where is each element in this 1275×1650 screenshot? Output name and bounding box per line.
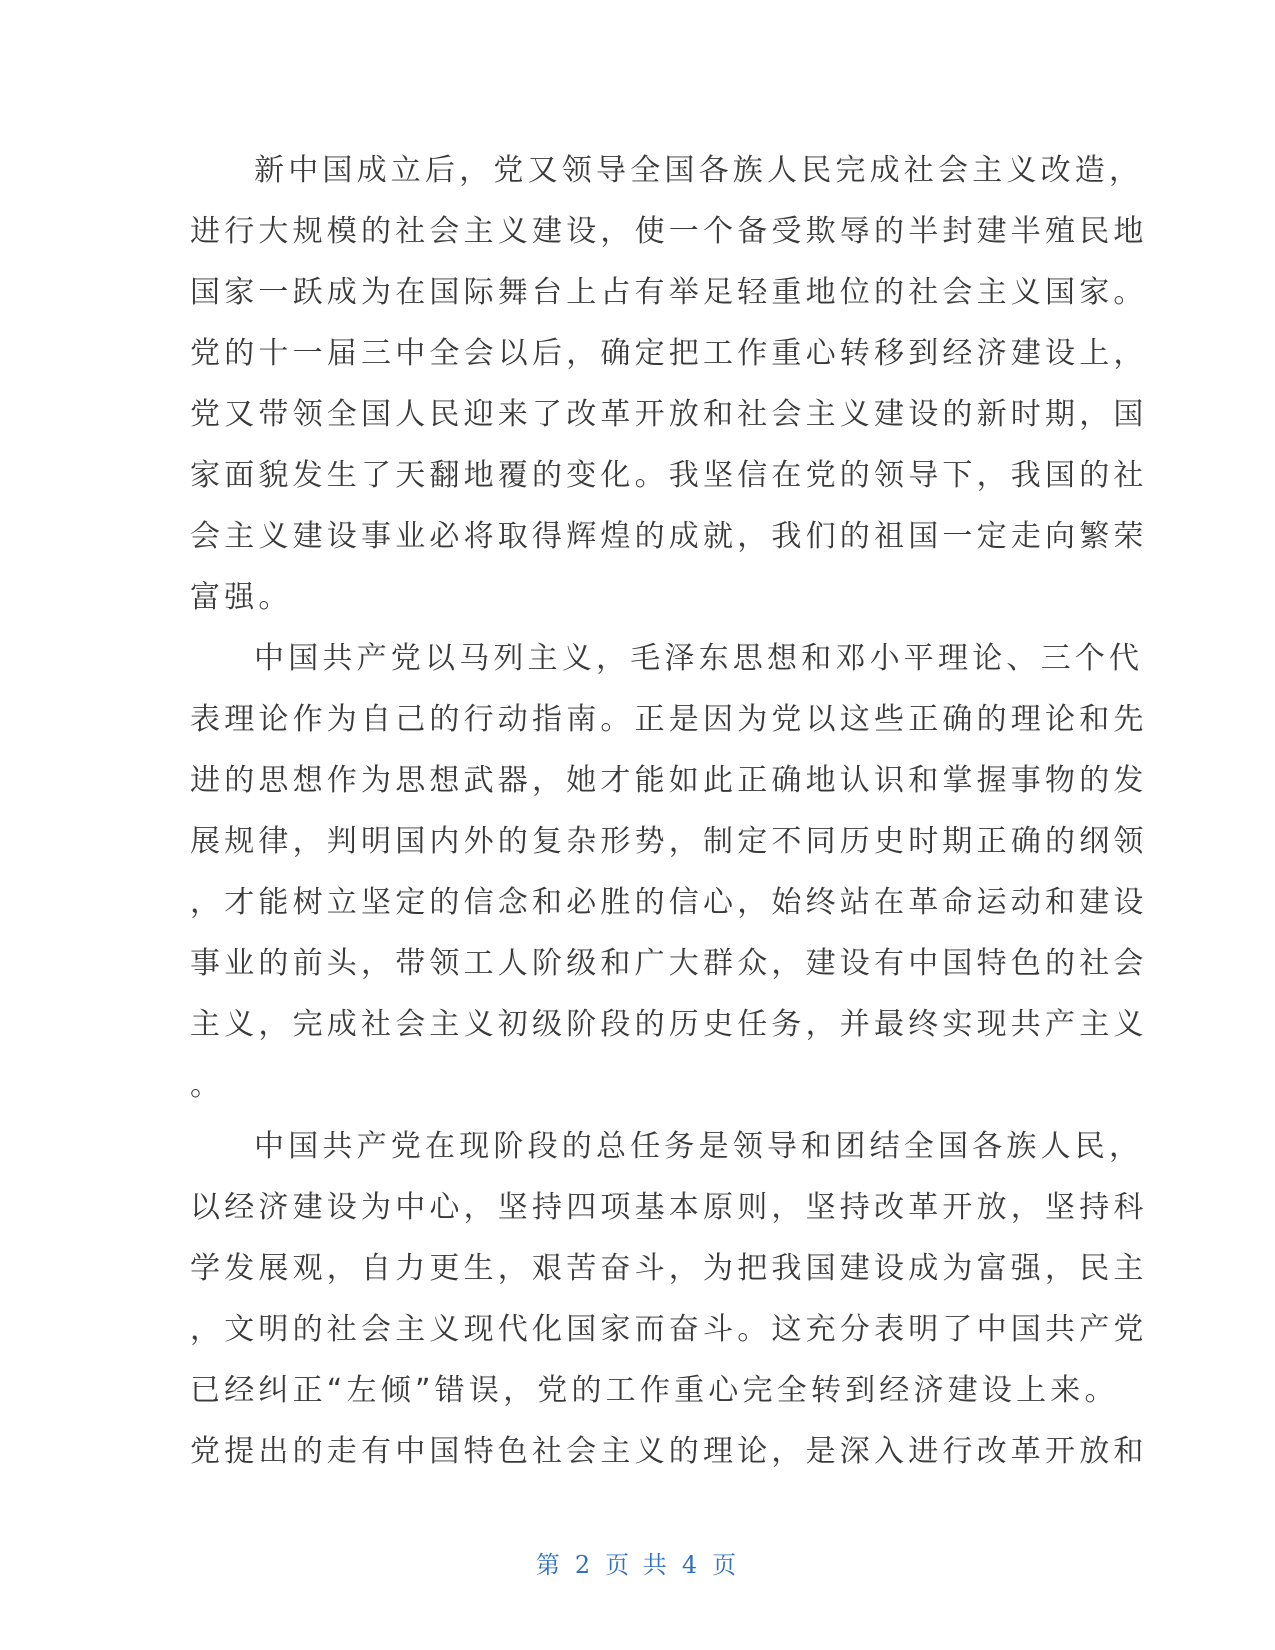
paragraph-1-line: 富强。 (190, 580, 293, 615)
body-text (190, 140, 1148, 1482)
paragraph-2-line: ，才能树立坚定的信念和必胜的信心，始终站在革命运动和建设 (190, 885, 1148, 920)
paragraph-1-line: 国家一跃成为在国际舞台上占有举足轻重地位的社会主义国家。 (190, 275, 1148, 310)
paragraph-3-line: 已经纠正“左倾”错误，党的工作重心完全转到经济建设上来。 (190, 1373, 1119, 1408)
paragraph-2-line: 表理论作为自己的行动指南。正是因为党以这些正确的理论和先 (190, 702, 1148, 737)
paragraph-2-line: 中国共产党以马列主义，毛泽东思想和邓小平理论、三个代 (254, 641, 1144, 676)
paragraph-2-line: 展规律，判明国内外的复杂形势，制定不同历史时期正确的纲领 (190, 824, 1148, 859)
paragraph-1-line: 家面貌发生了天翻地覆的变化。我坚信在党的领导下，我国的社 (190, 458, 1148, 493)
paragraph-3-line: 以经济建设为中心，坚持四项基本原则，坚持改革开放，坚持科 (190, 1190, 1148, 1225)
footer-middle: 页 共 (605, 1551, 670, 1579)
paragraph-2-line: 主义，完成社会主义初级阶段的历史任务，并最终实现共产主义 (190, 1007, 1148, 1042)
total-page-count: 4 (681, 1551, 701, 1579)
paragraph-2-line: 事业的前头，带领工人阶级和广大群众，建设有中国特色的社会 (190, 946, 1148, 981)
paragraph-3-line: ，文明的社会主义现代化国家而奋斗。这充分表明了中国共产党 (190, 1312, 1148, 1347)
paragraph-2-line: 。 (190, 1068, 225, 1103)
page-footer (0, 1545, 1275, 1580)
footer-prefix: 第 (535, 1551, 563, 1579)
paragraph-1-line: 党又带领全国人民迎来了改革开放和社会主义建设的新时期，国 (190, 397, 1148, 432)
paragraph-3-line: 学发展观，自力更生，艰苦奋斗，为把我国建设成为富强，民主 (190, 1251, 1148, 1286)
current-page-number: 2 (574, 1551, 594, 1579)
paragraph-1-line: 党的十一届三中全会以后，确定把工作重心转移到经济建设上， (190, 336, 1148, 371)
paragraph-2-line: 进的思想作为思想武器，她才能如此正确地认识和掌握事物的发 (190, 763, 1148, 798)
paragraph-1-line: 会主义建设事业必将取得辉煌的成就，我们的祖国一定走向繁荣 (190, 519, 1148, 554)
footer-suffix: 页 (712, 1551, 740, 1579)
paragraph-1-line: 新中国成立后，党又领导全国各族人民完成社会主义改造， (254, 153, 1144, 188)
paragraph-3-line: 中国共产党在现阶段的总任务是领导和团结全国各族人民， (254, 1129, 1144, 1164)
paragraph-3-line: 党提出的走有中国特色社会主义的理论，是深入进行改革开放和 (190, 1434, 1148, 1469)
paragraph-1-line: 进行大规模的社会主义建设，使一个备受欺辱的半封建半殖民地 (190, 214, 1148, 249)
